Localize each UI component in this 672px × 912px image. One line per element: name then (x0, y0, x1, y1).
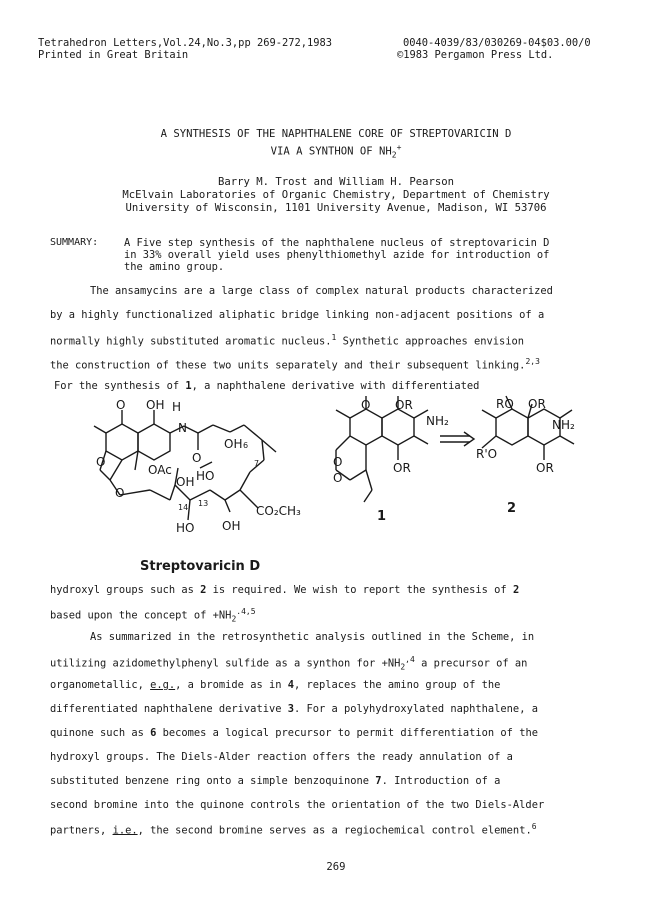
body-line: based upon the concept of $+NH_2^{.4,5}$ (50, 607, 256, 624)
atom-label: NH₂ (552, 418, 575, 432)
atom-label: R'O (476, 447, 498, 461)
atom-label: OAc (148, 463, 172, 477)
summary-line: A Five step synthesis of the naphthalene nucleus of streptovaricin D (124, 237, 550, 249)
atom-label: OR (393, 461, 411, 475)
atom-label: HO (196, 469, 215, 483)
body-line: hydroxyl groups such as 2 is required. We wish to report the synthesis of 2 (50, 584, 520, 596)
atom-label: OH (176, 475, 195, 489)
atom-label: O (333, 471, 343, 485)
atom-label: OH (146, 398, 165, 412)
body-line: For the synthesis of 1, a naphthalene derivative with differentiated (54, 380, 480, 392)
atom-label: O (116, 398, 126, 412)
body-line: As summarized in the retrosynthetic analysis outlined in the Scheme, in (90, 631, 535, 643)
body-line: utilizing azidomethylphenyl sulfide as a synthon for $+NH_2^{,4}$ a precursor of an (50, 655, 528, 672)
compound-1-label: 1 (377, 509, 387, 524)
body-line: by a highly functionalized aliphatic bridge linking non-adjacent positions of a (50, 309, 545, 321)
printed-in: Printed in Great Britain (38, 49, 189, 61)
atom-label: O (192, 451, 202, 465)
atom-number: 7 (254, 459, 260, 468)
compound-2-label: 2 (507, 501, 517, 516)
body-line: The ansamycins are a large class of complex natural products characterized (90, 285, 553, 297)
authors: Barry M. Trost and William H. Pearson (218, 176, 454, 188)
body-line: partners, i.e., the second bromine serves as a regiochemical control element.$^6$ (50, 822, 537, 837)
atom-label: RO (496, 397, 514, 411)
atom-label: OR (395, 398, 413, 412)
atom-number: 14 (178, 503, 189, 512)
affiliation-1: McElvain Laboratories of Organic Chemistry, Department of Chemistry (122, 189, 550, 201)
body-line: the construction of these two units separately and their subsequent linking.$^{2,3}$ (50, 357, 540, 372)
body-line: second bromine into the quinone controls the orientation of the two Diels-Alder (50, 799, 545, 811)
title-line-2: VIA A SYNTHON OF $NH_2^+$ (270, 143, 402, 160)
summary-line: the amino group. (124, 261, 225, 273)
atom-label: OH (222, 519, 241, 533)
summary-line: in 33% overall yield uses phenylthiomethyl azide for introduction of (124, 249, 550, 261)
body-line: organometallic, e.g., a bromide as in 4, replaces the amino group of the (50, 679, 501, 691)
atom-label: O (115, 486, 125, 500)
atom-number: 6 (243, 441, 249, 450)
ring-a (138, 424, 170, 460)
atom-number: 13 (198, 499, 209, 508)
body-line: substituted benzene ring onto a simple benzoquinone 7. Introduction of a (50, 775, 501, 787)
atom-label: HO (176, 521, 195, 535)
structure-figure (0, 395, 672, 580)
atom-label: O (333, 455, 343, 469)
body-line: differentiated naphthalene derivative 3. For a polyhydroxylated naphthalene, a (50, 703, 538, 715)
ring-b (106, 424, 138, 460)
title-line-1: A SYNTHESIS OF THE NAPHTHALENE CORE OF STREPTOVARICIN D (160, 128, 512, 140)
atom-label: O (96, 455, 106, 469)
atom-label: H (172, 400, 182, 414)
atom-label: N (178, 421, 187, 435)
atom-label: CO₂CH₃ (256, 504, 301, 518)
atom-label: OH (224, 437, 243, 451)
body-line: quinone such as 6 becomes a logical precursor to permit differentiation of the (50, 727, 538, 739)
streptovaricin-label: Streptovaricin D (140, 559, 261, 574)
journal-citation: Tetrahedron Letters,Vol.24,No.3,pp 269-272,1983 (38, 37, 333, 49)
issn-code: 0040-4039/83/030269-04$03.00/0 (403, 37, 591, 49)
body-line: normally highly substituted aromatic nucleus.$^1$ Synthetic approaches envision (50, 333, 525, 348)
body-line: hydroxyl groups. The Diels-Alder reaction offers the ready annulation of a (50, 751, 513, 763)
atom-label: NH₂ (426, 414, 449, 428)
atom-label: O (361, 398, 371, 412)
atom-label: OR (536, 461, 554, 475)
atom-label: OR (528, 397, 546, 411)
page-number: 269 (326, 861, 346, 873)
affiliation-2: University of Wisconsin, 1101 University Avenue, Madison, WI 53706 (125, 202, 547, 214)
summary-label: SUMMARY: (50, 237, 99, 248)
copyright: ©1983 Pergamon Press Ltd. (397, 49, 554, 61)
